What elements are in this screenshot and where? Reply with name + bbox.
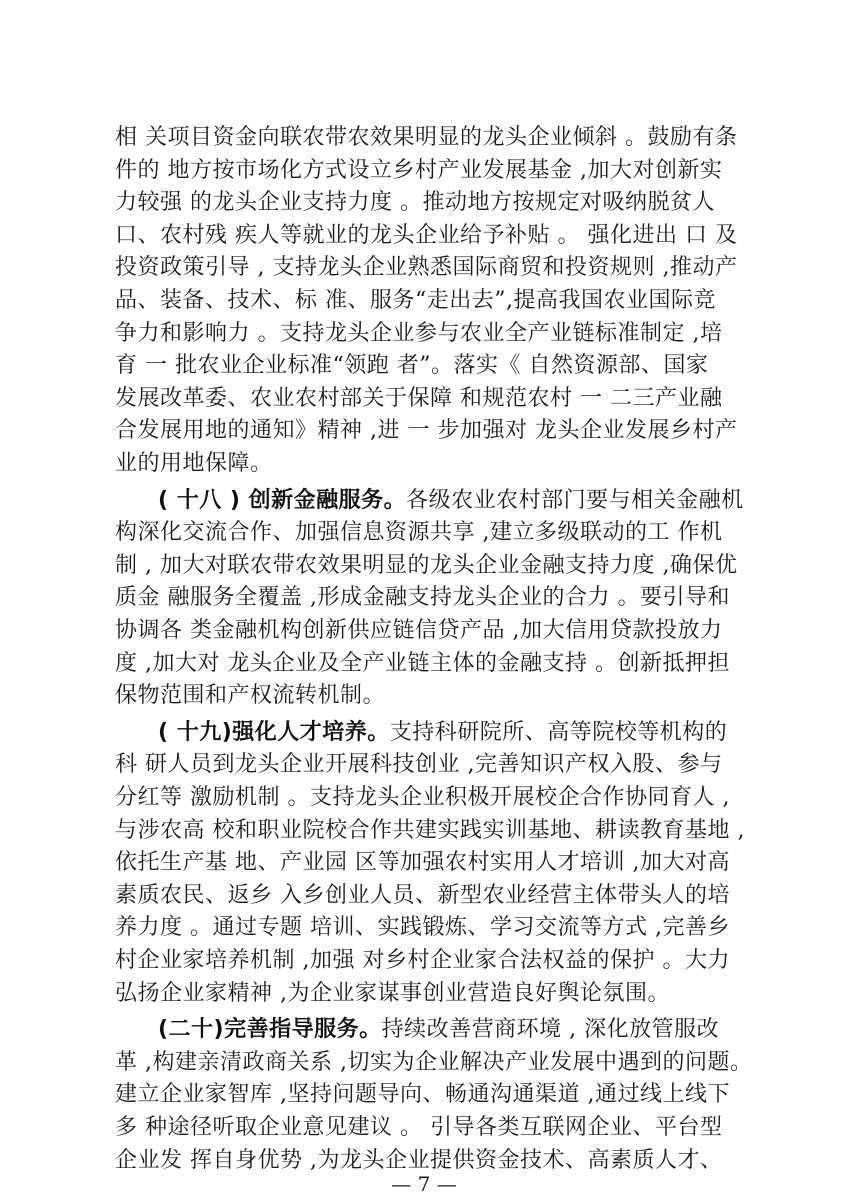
text-line: 革 ,构建亲清政商关系 ,切实为企业解决产业发展中遇到的问题。 — [115, 1049, 753, 1075]
text-run: 持续改善营商环境 , 深化放管服改 — [381, 1017, 720, 1043]
paragraph-first-line — [158, 485, 744, 517]
section-heading: ( 十八 ) 创新金融服务。 — [158, 487, 407, 513]
text-line: 业的用地保障。 — [115, 451, 273, 476]
text-line: 构深化交流合作、加强信息资源共享 ,建立多级联动的工 作机 — [115, 520, 723, 546]
text-line: 品、装备、技术、标 准、服务“走出去”,提高我国农业国际竞 — [115, 288, 716, 313]
text-line: 科 研人员到龙头企业开展科技创业 ,完善知识产权入股、参与 — [115, 752, 723, 778]
paragraph-first-line — [158, 1014, 719, 1046]
text-line: 养力度 。通过专题 培训、实践锻炼、学习交流等方式 ,完善乡 — [115, 915, 730, 941]
text-line: 建立企业家智库 ,坚持问题导向、畅通沟通渠道 ,通过线上线下 — [115, 1082, 730, 1108]
text-line: 度 ,加大对 龙头企业及全产业链主体的金融支持 。创新抵押担 — [115, 650, 730, 676]
text-line: 弘扬企业家精神 ,为企业家谋事创业营造良好舆论氛围。 — [115, 980, 670, 1006]
text-line: 素质农民、返乡 入乡创业人员、新型农业经营主体带头人的培 — [115, 882, 730, 908]
text-line: 制 , 加大对联农带农效果明显的龙头企业金融支持力度 ,确保优 — [115, 552, 738, 578]
text-line: 投资政策引导 , 支持龙头企业熟悉国际商贸和投资规则 ,推动产 — [115, 255, 738, 281]
text-line: 协调各 类金融机构创新供应链信贷产品 ,加大信用贷款投放力 — [115, 618, 723, 643]
text-line: 力较强 的龙头企业支持力度 。推动地方按规定对吸纳脱贫人 — [115, 190, 715, 216]
paragraph-first-line — [158, 717, 727, 749]
text-line: 企业发 挥自身优势 ,为龙头企业提供资金技术、高素质人才、 — [115, 1147, 723, 1173]
text-line: 口、农村残 疾人等就业的龙头企业给予补贴 。 强化进出 口 及 — [115, 222, 738, 248]
page-number: — 7 — — [391, 1172, 457, 1196]
section-heading: ( 十九)强化人才培养。 — [158, 719, 390, 745]
text-line: 村企业家培养机制 ,加强 对乡村企业家合法权益的保护 。大力 — [115, 948, 730, 973]
text-line: 依托生产基 地、产业园 区等加强农村实用人才培训 ,加大对高 — [115, 850, 730, 876]
text-line: 与涉农高 校和职业院校合作共建实践实训基地、耕读教育基地 , — [115, 817, 745, 843]
text-line: 合发展用地的通知》精神 ,进 一 步加强对 龙头企业发展乡村产 — [115, 418, 738, 444]
section-heading: (二十)完善指导服务。 — [158, 1017, 382, 1043]
text-line: 质金 融服务全覆盖 ,形成金融支持龙头企业的合力 。要引导和 — [115, 585, 730, 611]
text-line: 分红等 激励机制 。支持龙头企业积极开展校企合作协同育人 , — [115, 785, 730, 810]
text-run: 支持科研院所、高等院校等机构的 — [389, 719, 728, 745]
text-line: 发展改革委、农业农村部关于保障 和规范农村 一 二三产业融 — [115, 385, 723, 411]
text-run: 各级农业农村部门要与相关金融机 — [406, 487, 744, 513]
text-line: 育 一 批农业企业标准“领跑 者”。落实《 自然资源部、国家 — [115, 353, 709, 379]
text-line: 保物范围和产权流转机制。 — [115, 683, 386, 709]
text-line: 争力和影响力 。支持龙头企业参与农业全产业链标准制定 ,培 — [115, 320, 723, 346]
text-line: 相 关项目资金向联农带农效果明显的龙头企业倾斜 。鼓励有条 — [115, 125, 738, 150]
text-line: 件的 地方按市场化方式设立乡村产业发展基金 ,加大对创新实 — [115, 157, 723, 183]
text-line: 多 种途径听取企业意见建议 。 引导各类互联网企业、平台型 — [115, 1115, 723, 1140]
